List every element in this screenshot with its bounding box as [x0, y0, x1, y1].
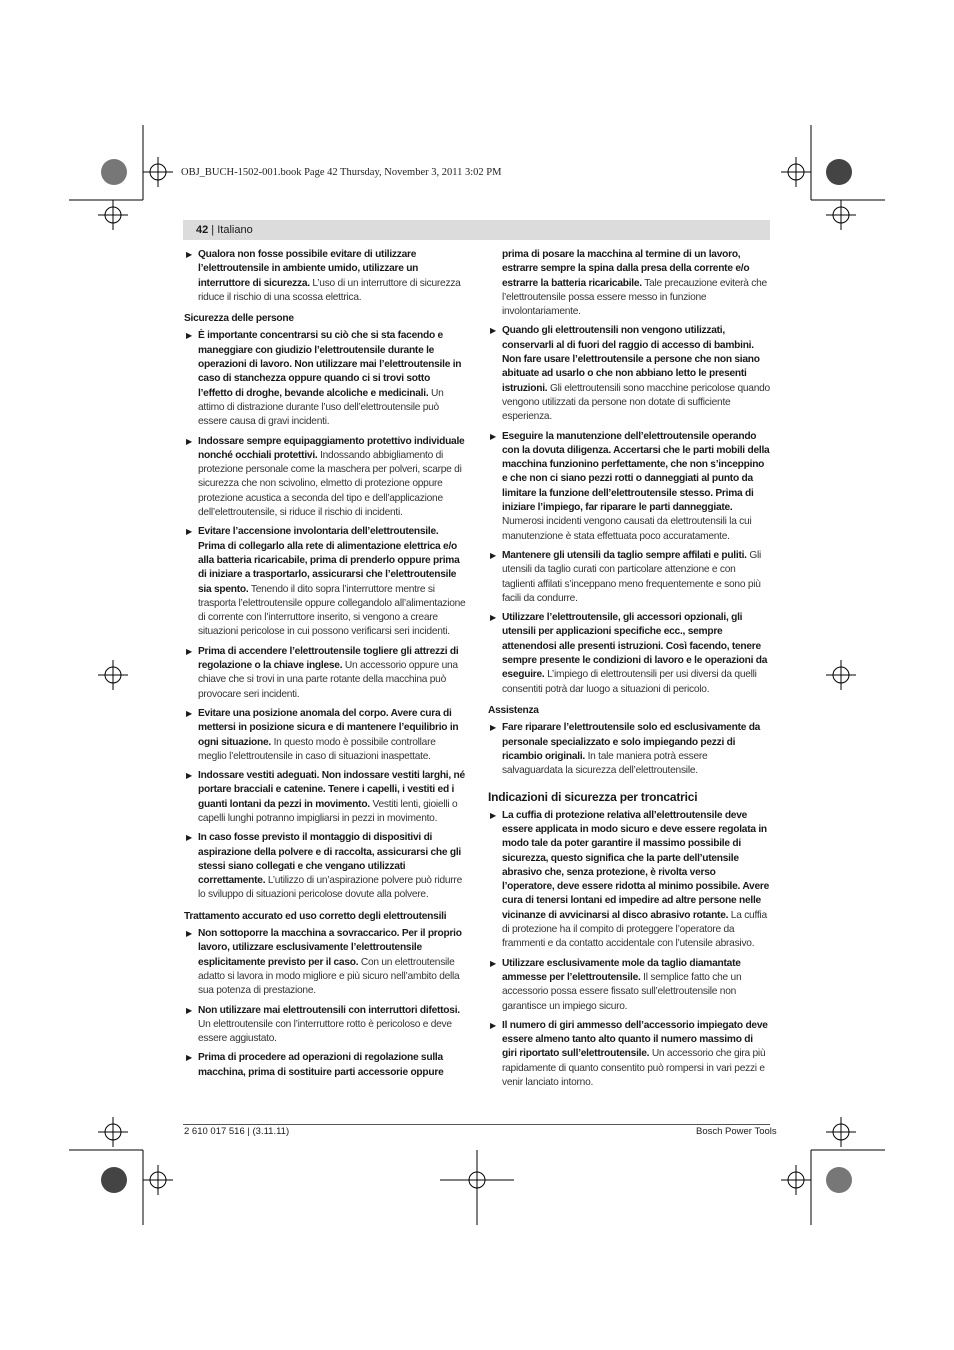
footer-brand: Bosch Power Tools: [696, 1126, 777, 1137]
list-item: ▶ Qualora non fosse possibile evitare di utilizzare l’elettroutensile in ambiente umido, utilizzare un interruttore di sicurezza. L’uso di un interruttore di sicurezza riduce il rischio di una scossa elettrica.: [186, 249, 461, 303]
bullet-icon: ▶: [490, 326, 496, 336]
subheading-assistenza: Assistenza: [488, 704, 539, 716]
list-item: ▶ Utilizzare esclusivamente mole da taglio diamantate ammesse per l’elettroutensile. Il semplice fatto che un accessorio possa essere fissato sull’elettroutensile non garantisce un impiego sicuro.: [490, 957, 742, 1012]
list-item: ▶ Evitare una posizione anomala del corpo. Avere cura di mettersi in posizione sicura e di mantenere l’equilibrio in ogni situazione. In questo modo è possibile controllare meglio l’elettroutensile in caso di situazioni inaspettate.: [186, 707, 459, 762]
page-number: 42: [196, 224, 209, 236]
bullet-icon: ▶: [490, 1020, 496, 1030]
bullet-icon: ▶: [186, 331, 192, 341]
list-item: ▶ Prima di procedere ad operazioni di regolazione sulla macchina, prima di sostituire parti accessorie oppure: [186, 1052, 444, 1078]
footer-doc-number: 2 610 017 516 | (3.11.11): [184, 1126, 290, 1137]
bullet-icon: ▶: [186, 833, 192, 843]
bullet-icon: ▶: [186, 436, 192, 446]
list-item: ▶ Non sottoporre la macchina a sovraccarico. Per il proprio lavoro, utilizzare esclusivamente l’elettroutensile esplicitamente previsto per il caso. Con un elettroutensile adatto si lavora in modo migliore e più sicuro nell’ambito della sua potenza di prestazione.: [186, 928, 462, 997]
bullet-icon: ▶: [490, 723, 496, 733]
bullet-icon: ▶: [490, 958, 496, 968]
bullet-icon: ▶: [186, 1053, 192, 1063]
list-item: ▶ La cuffia di protezione relativa all’elettroutensile deve essere applicata in modo sicuro e deve essere regolata in modo tale da poter garantire il massimo possibile di sicurezza, questo significa che la parte dell’utensile abrasivo che, senza protezione, è rivolta verso l’operatore, deve essere ridotta al minimo possibile. Avere cura di tenersi lontani ed impedire ad altre persone nelle vicinanze di avvicinarsi al disco abrasivo rotante. La cuffia di protezione ha il compito di proteggere l’operatore da frammenti e da contatto accidentale con l’utensile abrasivo.: [490, 809, 770, 950]
bullet-icon: ▶: [186, 929, 192, 939]
list-item: ▶ Mantenere gli utensili da taglio sempre affilati e puliti. Gli utensili da taglio curati con particolare attenzione e con taglienti affilati s’inceppano meno frequentemente e sono più facili da condurre.: [490, 549, 762, 604]
list-item: ▶ Quando gli elettroutensili non vengono utilizzati, conservarli al di fuori del raggio di accesso di bambini. Non fare usare l’elettroutensile a persone che non siano abituate ad usarlo o che non abbiano letto le presenti istruzioni. Gli elettroutensili sono macchine pericolose quando vengono utilizzati da persone non dotate di sufficiente esperienza.: [490, 325, 770, 423]
left-column: [184, 248, 466, 1085]
bullet-icon: ▶: [490, 550, 496, 560]
header-separator: |: [208, 224, 218, 236]
header-language: Italiano: [217, 224, 253, 236]
bullet-icon: ▶: [490, 613, 496, 623]
list-item-continued: prima di posare la macchina al termine di un lavoro, estrarre sempre la spina dalla presa della corrente e/o estrarre la batteria ricaricabile. Tale precauzione eviterà che l’elettroutensile possa essere messo in funzione involontariamente.: [502, 249, 767, 318]
list-item: ▶ Fare riparare l’elettroutensile solo ed esclusivamente da personale specializzato e solo impiegando pezzi di ricambio originali. In tale maniera potrà essere salvaguardata la sicurezza dell’elettroutensile.: [490, 722, 761, 777]
list-item: ▶ Prima di accendere l’elettroutensile togliere gli attrezzi di regolazione o la chiave inglese. Un accessorio oppure una chiave che si trovi in una parte rotante della macchina può provocare seri incidenti.: [186, 645, 459, 700]
bullet-icon: ▶: [186, 708, 192, 718]
list-item: ▶ Indossare vestiti adeguati. Non indossare vestiti larghi, né portare bracciali e catenine. Tenere i capelli, i vestiti ed i guanti lontani da pezzi in movimento. Vestiti lenti, gioielli o capelli lunghi potranno impigliarsi in pezzi in movimento.: [186, 770, 465, 824]
bullet-icon: ▶: [186, 1005, 192, 1015]
bullet-icon: ▶: [490, 810, 496, 820]
subheading-trattamento: Trattamento accurato ed uso corretto degli elettroutensili: [184, 910, 447, 922]
list-item: ▶ Evitare l’accensione involontaria dell’elettroutensile. Prima di collegarlo alla rete di alimentazione elettrica e/o alla batteria ricaricabile, prima di prenderlo oppure prima di iniziare a trasportarlo, assicurarsi che l’elettroutensile sia spento. Tenendo il dito sopra l’interruttore mentre si trasporta l’elettroutensile oppure collegandolo all’alimentazione di corrente con l’interruttore inserito, si vengono a creare situazioni pericolose in cui possono verificarsi seri incidenti.: [186, 526, 466, 638]
bullet-icon: ▶: [186, 250, 192, 259]
bullet-icon: ▶: [186, 646, 192, 656]
section-title: Indicazioni di sicurezza per troncatrici: [488, 790, 698, 805]
footer-rule: [183, 1124, 770, 1125]
page-header: [183, 220, 770, 240]
subheading-persone: Sicurezza delle persone: [184, 313, 294, 325]
right-column: [488, 248, 770, 1095]
bullet-icon: ▶: [490, 431, 496, 441]
bullet-icon: ▶: [186, 771, 192, 781]
list-item: ▶ Il numero di giri ammesso dell’accessorio impiegato deve essere almeno tanto alto quanto il numero massimo di giri riportato sull’elettroutensile. Un accessorio che gira più rapidamente di quanto consentito può rompersi in vari pezzi e venir lanciato intorno.: [490, 1019, 768, 1089]
list-item: ▶ Indossare sempre equipaggiamento protettivo individuale nonché occhiali protettivi. Indossando abbigliamento di protezione personale come la maschera per polveri, scarpe di sicurezza che non scivolino, elmetto di protezione oppure protezione acustica a seconda del tipo e dell’applicazione dell’elettroutensile, si riduce il rischio di incidenti.: [186, 435, 465, 519]
list-item: ▶ In caso fosse previsto il montaggio di dispositivi di aspirazione della polvere e di raccolta, assicurarsi che gli stessi siano collegati e che vengano utilizzati correttamente. L’utilizzo di un’aspirazione polvere può ridurre lo sviluppo di situazioni pericolose dovute alla polvere.: [186, 832, 462, 901]
print-slug: OBJ_BUCH-1502-001.book Page 42 Thursday, November 3, 2011 3:02 PM: [181, 167, 502, 178]
bullet-icon: ▶: [186, 527, 192, 537]
list-item: ▶ Eseguire la manutenzione dell’elettroutensile operando con la dovuta diligenza. Accertarsi che le parti mobili della macchina funzionino perfettamente, che non s’inceppino e che non ci siano pezzi rotti o danneggiati al punto da limitare la funzione dell’elettroutensile stesso. Prima di iniziare l’impiego, far riparare le parti danneggiate. Numerosi incidenti vengono causati da elettroutensili la cui manutenzione è stata effettuata poco accuratamente.: [490, 430, 770, 542]
list-item: ▶ Utilizzare l’elettroutensile, gli accessori opzionali, gli utensili per applicazioni specifiche ecc., sempre attenendosi alle presenti istruzioni. Così facendo, tenere sempre presente le condizioni di lavoro e le operazioni da eseguire. L’impiego di elettroutensili per usi diversi da quelli consentiti potrà dar luogo a situazioni di pericolo.: [490, 612, 768, 695]
list-item: ▶ È importante concentrarsi su ciò che si sta facendo e maneggiare con giudizio l’elettroutensile durante le operazioni di lavoro. Non utilizzare mai l’elettroutensile in caso di stanchezza oppure quando ci si trovi sotto l’effetto di droghe, bevande alcoliche e medicinali. Un attimo di distrazione durante l’uso dell’elettroutensile può essere causa di gravi incidenti.: [186, 330, 462, 428]
list-item: ▶ Non utilizzare mai elettroutensili con interruttori difettosi. Un elettroutensile con l’interruttore rotto è pericoloso e deve essere aggiustato.: [186, 1004, 460, 1045]
